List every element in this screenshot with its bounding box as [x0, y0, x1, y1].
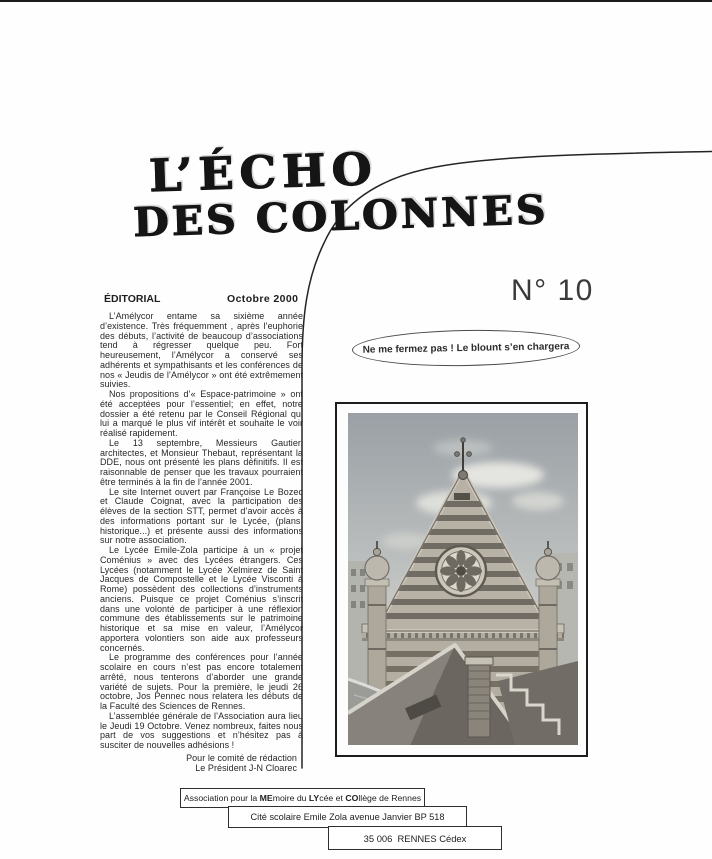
editorial-paragraph: Le programme des conférences pour l’année scolaire en cours n’est pas encore totalement arrêté, nous tenterons d’aborder une grande variété de sujets. Pour la première, le jeudi 26 octobre, Jos Pennec nous relatera les débuts de la Faculté des Sciences de Rennes. — [100, 652, 303, 711]
editorial-paragraph: Nos propositions d’« Espace-patrimoine » ont été acceptées pour l’essentiel; en effet, notre dossier a été retenu par le Conseil Régional qui lui a marqué le plus vif intérêt et souhaite le voir réalisé rapidement. — [100, 389, 303, 438]
footer-city-text: 35 006 RENNES Cédex — [363, 832, 467, 844]
editorial-paragraph: Le 13 septembre, Messieurs Gautier, architectes, et Monsieur Thebaut, représentant la DDE, nous ont présenté les plans définitifs. Il est raisonnable de penser que les travaux pourraient être terminés à la fin de l’année 2001. — [100, 437, 303, 487]
footer-address-text: Cité scolaire Emile Zola avenue Janvier BP 518 — [250, 812, 445, 822]
chimney — [465, 657, 493, 737]
speech-bubble-text: Ne me fermez pas ! Le blount s’en chargera — [362, 340, 570, 356]
footer-box-association — [180, 788, 425, 808]
speech-bubble — [352, 328, 581, 368]
issue-number: N° 10 — [511, 274, 594, 307]
signoff-line2: Le Président J-N Cloarec — [195, 762, 297, 773]
editorial-date: Octobre 2000 — [227, 293, 299, 305]
editorial-paragraph: Le Lycée Emile-Zola participe à un « projet Coménius » avec des Lycées étrangers. Ces Lycées (notamment le Lycée Xelmirez de Saint Jacques de Compostelle et le Lycée Visconti à Rome) possèdent des collections d’instruments anciens. Puisque ce projet Coménius s’inscrit dans une volonté de participer à une réflexion commune des établissements sur le patrimoine historique et sa mise en valeur, l’Amélycor apportera volontiers son aide aux professeurs concernés. — [100, 545, 303, 653]
editorial-paragraph: L’assemblée générale de l’Association aura lieu le Jeudi 19 Octobre. Venez nombreux, faites nous part de vos suggestions et n’hésitez pas à susciter de nouvelles adhésions ! — [100, 710, 303, 750]
building-photo-illustration — [348, 413, 578, 745]
editorial-heading: ÉDITORIAL — [104, 293, 161, 305]
scan-top-edge — [0, 0, 712, 2]
editorial-paragraph: L’Amélycor entame sa sixième année d’existence. Très fréquemment , après l’euphorie des débuts, l’activité de beaucoup d’associations tend à régresser quelque peu. Fort heureusement, l’Amélycor a conservé ses adhérents et sympathisants et les conférences de nos « Jeudis de l’Amélycor » ont été extrêmement suivies. — [100, 311, 303, 390]
masthead-title-line2: DES COLONNES — [132, 186, 550, 246]
editorial-paragraph: Le site Internet ouvert par Françoise Le Bozec et Claude Coignat, avec la participation des élèves de la section STT, permet d’avoir accès à des informations portant sur le Lycée, (plans, historique...) et présente aussi des informations sur notre association. — [100, 486, 303, 546]
building-photo-frame — [335, 402, 588, 757]
masthead-title-line1: L’ÉCHO — [148, 142, 379, 202]
editorial-signoff — [100, 754, 303, 774]
footer-association-text: Association pour la MEmoire du LYcée et COllège de Rennes — [183, 793, 422, 803]
rose-window — [436, 546, 486, 596]
editorial-heading-row — [104, 293, 304, 305]
editorial-body — [100, 312, 303, 773]
footer-box-city — [328, 826, 502, 850]
signoff-line1: Pour le comité de rédaction — [186, 752, 297, 763]
footer-box-address — [228, 806, 467, 828]
